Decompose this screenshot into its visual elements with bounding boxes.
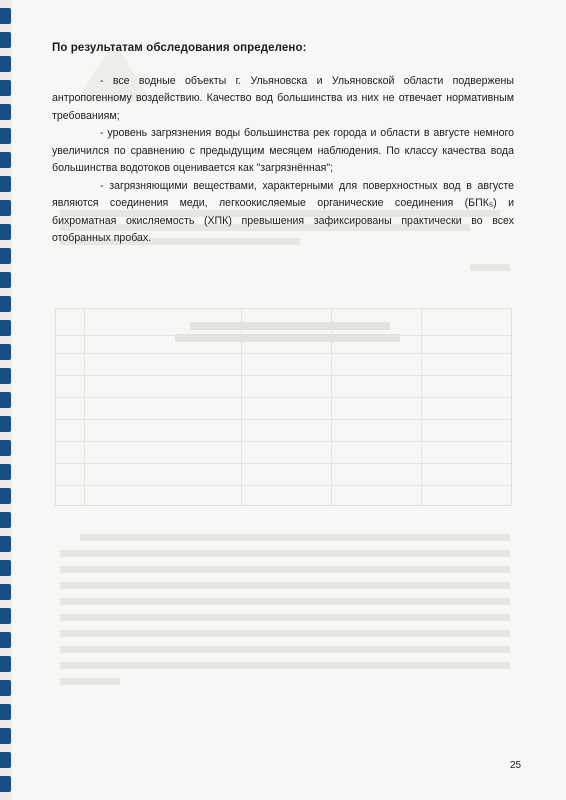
finding-paragraph: - уровень загрязнения воды большинства рек города и области в августе немного увеличился по сравнению с предыдущим месяцем наблюдения. По классу качества вода большинства водотоков оценивается как "загрязнённая"; xyxy=(52,127,514,174)
binding-ring xyxy=(0,368,11,384)
bleed-through-line xyxy=(60,582,510,589)
bleed-through-line xyxy=(60,646,510,653)
binding-ring xyxy=(0,608,11,624)
binding-ring xyxy=(0,584,11,600)
bleed-through-line xyxy=(60,598,510,605)
bleed-through-line xyxy=(80,534,510,541)
finding-paragraph: - все водные объекты г. Ульяновска и Ульяновской области подвержены антропогенному воздействию. Качество вод большинства из них не отвечает нормативным требованиям; xyxy=(52,74,514,122)
bleed-through-line xyxy=(60,678,120,685)
bleed-through-line xyxy=(60,630,510,637)
binding-ring xyxy=(0,656,11,672)
bleed-through-line xyxy=(60,550,510,557)
binding-ring xyxy=(0,176,11,192)
binding-ring xyxy=(0,632,11,648)
bleed-through-line xyxy=(60,566,510,573)
binding-ring xyxy=(0,752,11,768)
binding-ring xyxy=(0,104,11,120)
binding-ring xyxy=(0,296,11,312)
binding-ring xyxy=(0,416,11,432)
binding-ring xyxy=(0,272,11,288)
binding-ring xyxy=(0,560,11,576)
binding-ring xyxy=(0,704,11,720)
binding-ring xyxy=(0,680,11,696)
binding-ring xyxy=(0,512,11,528)
binding-strip xyxy=(0,0,12,800)
bleed-through-subtitle xyxy=(175,334,400,342)
bleed-through-line xyxy=(470,264,510,271)
binding-ring xyxy=(0,392,11,408)
bleed-through-line xyxy=(60,662,510,669)
binding-ring xyxy=(0,128,11,144)
binding-ring xyxy=(0,224,11,240)
page-number: 25 xyxy=(510,760,522,771)
binding-ring xyxy=(0,536,11,552)
bleed-through-title xyxy=(190,322,390,330)
binding-ring xyxy=(0,320,11,336)
binding-ring xyxy=(0,440,11,456)
binding-ring xyxy=(0,80,11,96)
binding-ring xyxy=(0,776,11,792)
binding-ring xyxy=(0,152,11,168)
binding-ring xyxy=(0,32,11,48)
binding-ring xyxy=(0,248,11,264)
binding-ring xyxy=(0,344,11,360)
binding-ring xyxy=(0,728,11,744)
binding-ring xyxy=(0,56,11,72)
section-heading: По результатам обследования определено: xyxy=(52,42,307,54)
binding-ring xyxy=(0,488,11,504)
finding-paragraph: - загрязняющими веществами, характерными для поверхностных вод в августе являются соединения меди, легкоокисляемые органические соединения (БПК₅) и бихроматная окисляемость (ХПК) превышения зафиксированы практически во всех отобранных пробах. xyxy=(52,179,514,244)
binding-ring xyxy=(0,200,11,216)
bleed-through-line xyxy=(60,614,510,621)
document-body xyxy=(52,40,514,248)
binding-ring xyxy=(0,8,11,24)
binding-ring xyxy=(0,464,11,480)
